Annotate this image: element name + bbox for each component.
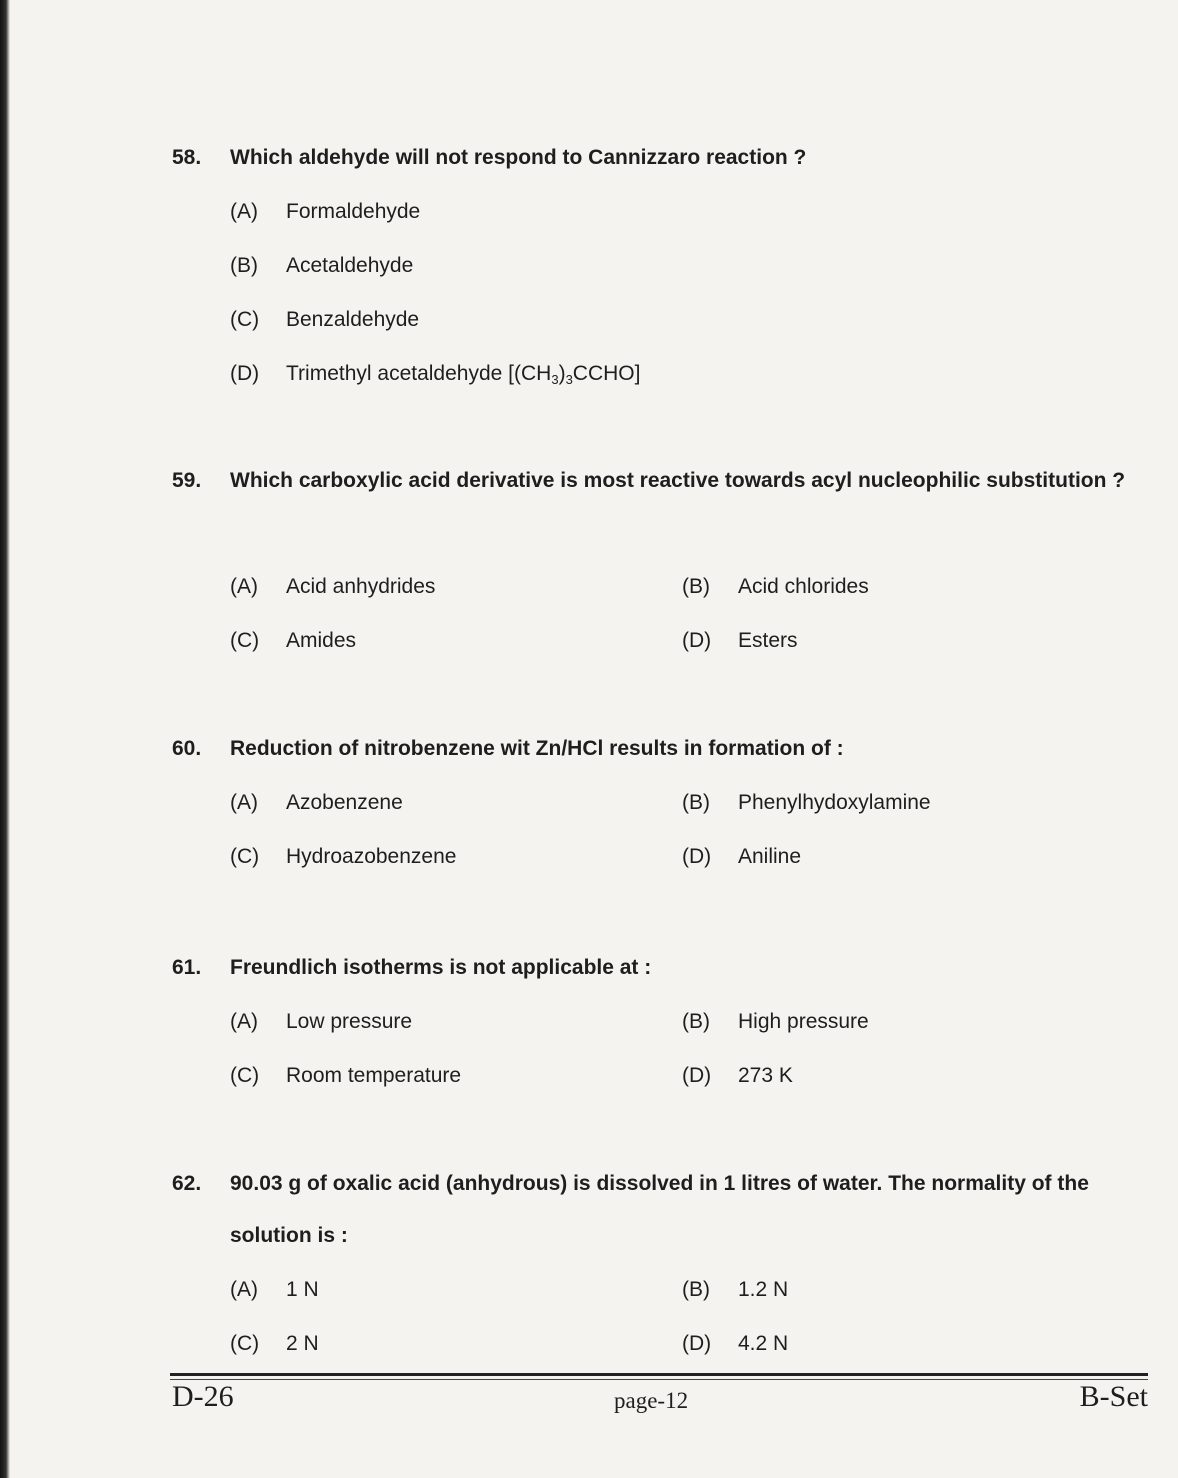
question-text: Which aldehyde will not respond to Cannizzaro reaction ? (230, 146, 807, 169)
option-text: Esters (738, 629, 798, 652)
option-a (230, 1278, 319, 1302)
option-b (230, 254, 413, 278)
option-b (682, 1278, 788, 1302)
option-a (230, 200, 420, 224)
option-d (682, 629, 798, 653)
option-text: Low pressure (286, 1010, 413, 1033)
scan-edge-shadow (0, 0, 10, 1478)
option-label: (C) (230, 308, 260, 331)
question-number: 60. (172, 737, 202, 760)
option-label: (D) (682, 1064, 712, 1087)
option-label: (B) (682, 1278, 710, 1301)
option-text: 1.2 N (738, 1278, 789, 1301)
question-number: 58. (172, 146, 202, 169)
option-c (230, 308, 419, 332)
option-label: (C) (230, 1332, 260, 1355)
option-text: Acid chlorides (738, 575, 869, 598)
option-d (682, 1064, 793, 1088)
option-a (230, 575, 435, 599)
option-d (230, 362, 640, 387)
option-label: (D) (682, 1332, 712, 1355)
option-text: Trimethyl acetaldehyde $[(CH_3)_3CCHO]$ (286, 362, 641, 387)
option-text: Formaldehyde (286, 200, 421, 223)
option-text: Phenylhydoxylamine (738, 791, 931, 814)
option-d (682, 845, 801, 869)
option-text: 2 N (286, 1332, 319, 1355)
option-text: Acetaldehyde (286, 254, 414, 277)
question-text: Reduction of nitrobenzene wit Zn/HCl results in formation of : (230, 737, 844, 760)
option-a (230, 791, 403, 815)
option-text: 4.2 N (738, 1332, 789, 1355)
page-number: page-12 (614, 1388, 689, 1413)
option-label: (A) (230, 200, 258, 223)
option-label: (A) (230, 1278, 258, 1301)
option-label: (B) (682, 575, 710, 598)
option-b (682, 1010, 869, 1034)
option-label: (A) (230, 791, 258, 814)
option-label: (C) (230, 845, 260, 868)
footer-code: D-26 (172, 1380, 234, 1413)
footer-rule-thin (170, 1379, 1148, 1380)
option-b (682, 791, 931, 815)
option-text: Benzaldehyde (286, 308, 420, 331)
option-text: High pressure (738, 1010, 869, 1033)
option-text: Hydroazobenzene (286, 845, 457, 868)
option-text: Room temperature (286, 1064, 462, 1087)
question-text: Which carboxylic acid derivative is most reactive towards acyl nucleophilic substitution ? (230, 469, 1126, 492)
option-text: 273 K (738, 1064, 793, 1087)
option-label: (D) (682, 629, 712, 652)
option-c (230, 1064, 461, 1088)
option-label: (A) (230, 575, 258, 598)
question-text: Freundlich isotherms is not applicable at : (230, 956, 652, 979)
option-c (230, 1332, 319, 1356)
option-text: Acid anhydrides (286, 575, 436, 598)
question-number: 59. (172, 469, 202, 492)
question-number: 61. (172, 956, 202, 979)
option-text: 1 N (286, 1278, 319, 1301)
option-label: (A) (230, 1010, 258, 1033)
option-label: (B) (682, 791, 710, 814)
option-d (682, 1332, 788, 1356)
option-text: Azobenzene (286, 791, 403, 814)
option-label: (D) (682, 845, 712, 868)
option-label: (D) (230, 362, 260, 385)
option-label: (C) (230, 629, 260, 652)
option-c (230, 845, 456, 869)
option-label: (B) (682, 1010, 710, 1033)
option-text: Aniline (738, 845, 802, 868)
question-text: 90.03 g of oxalic acid (anhydrous) is dissolved in 1 litres of water. The normality of the solution is : (230, 1172, 1089, 1247)
option-a (230, 1010, 412, 1034)
option-label: (C) (230, 1064, 260, 1087)
option-b (682, 575, 869, 599)
option-c (230, 629, 356, 653)
option-text: Amides (286, 629, 357, 652)
footer-set: B-Set (1079, 1380, 1148, 1413)
option-label: (B) (230, 254, 258, 277)
footer-rule-thick (170, 1373, 1148, 1376)
question-number: 62. (172, 1172, 202, 1195)
